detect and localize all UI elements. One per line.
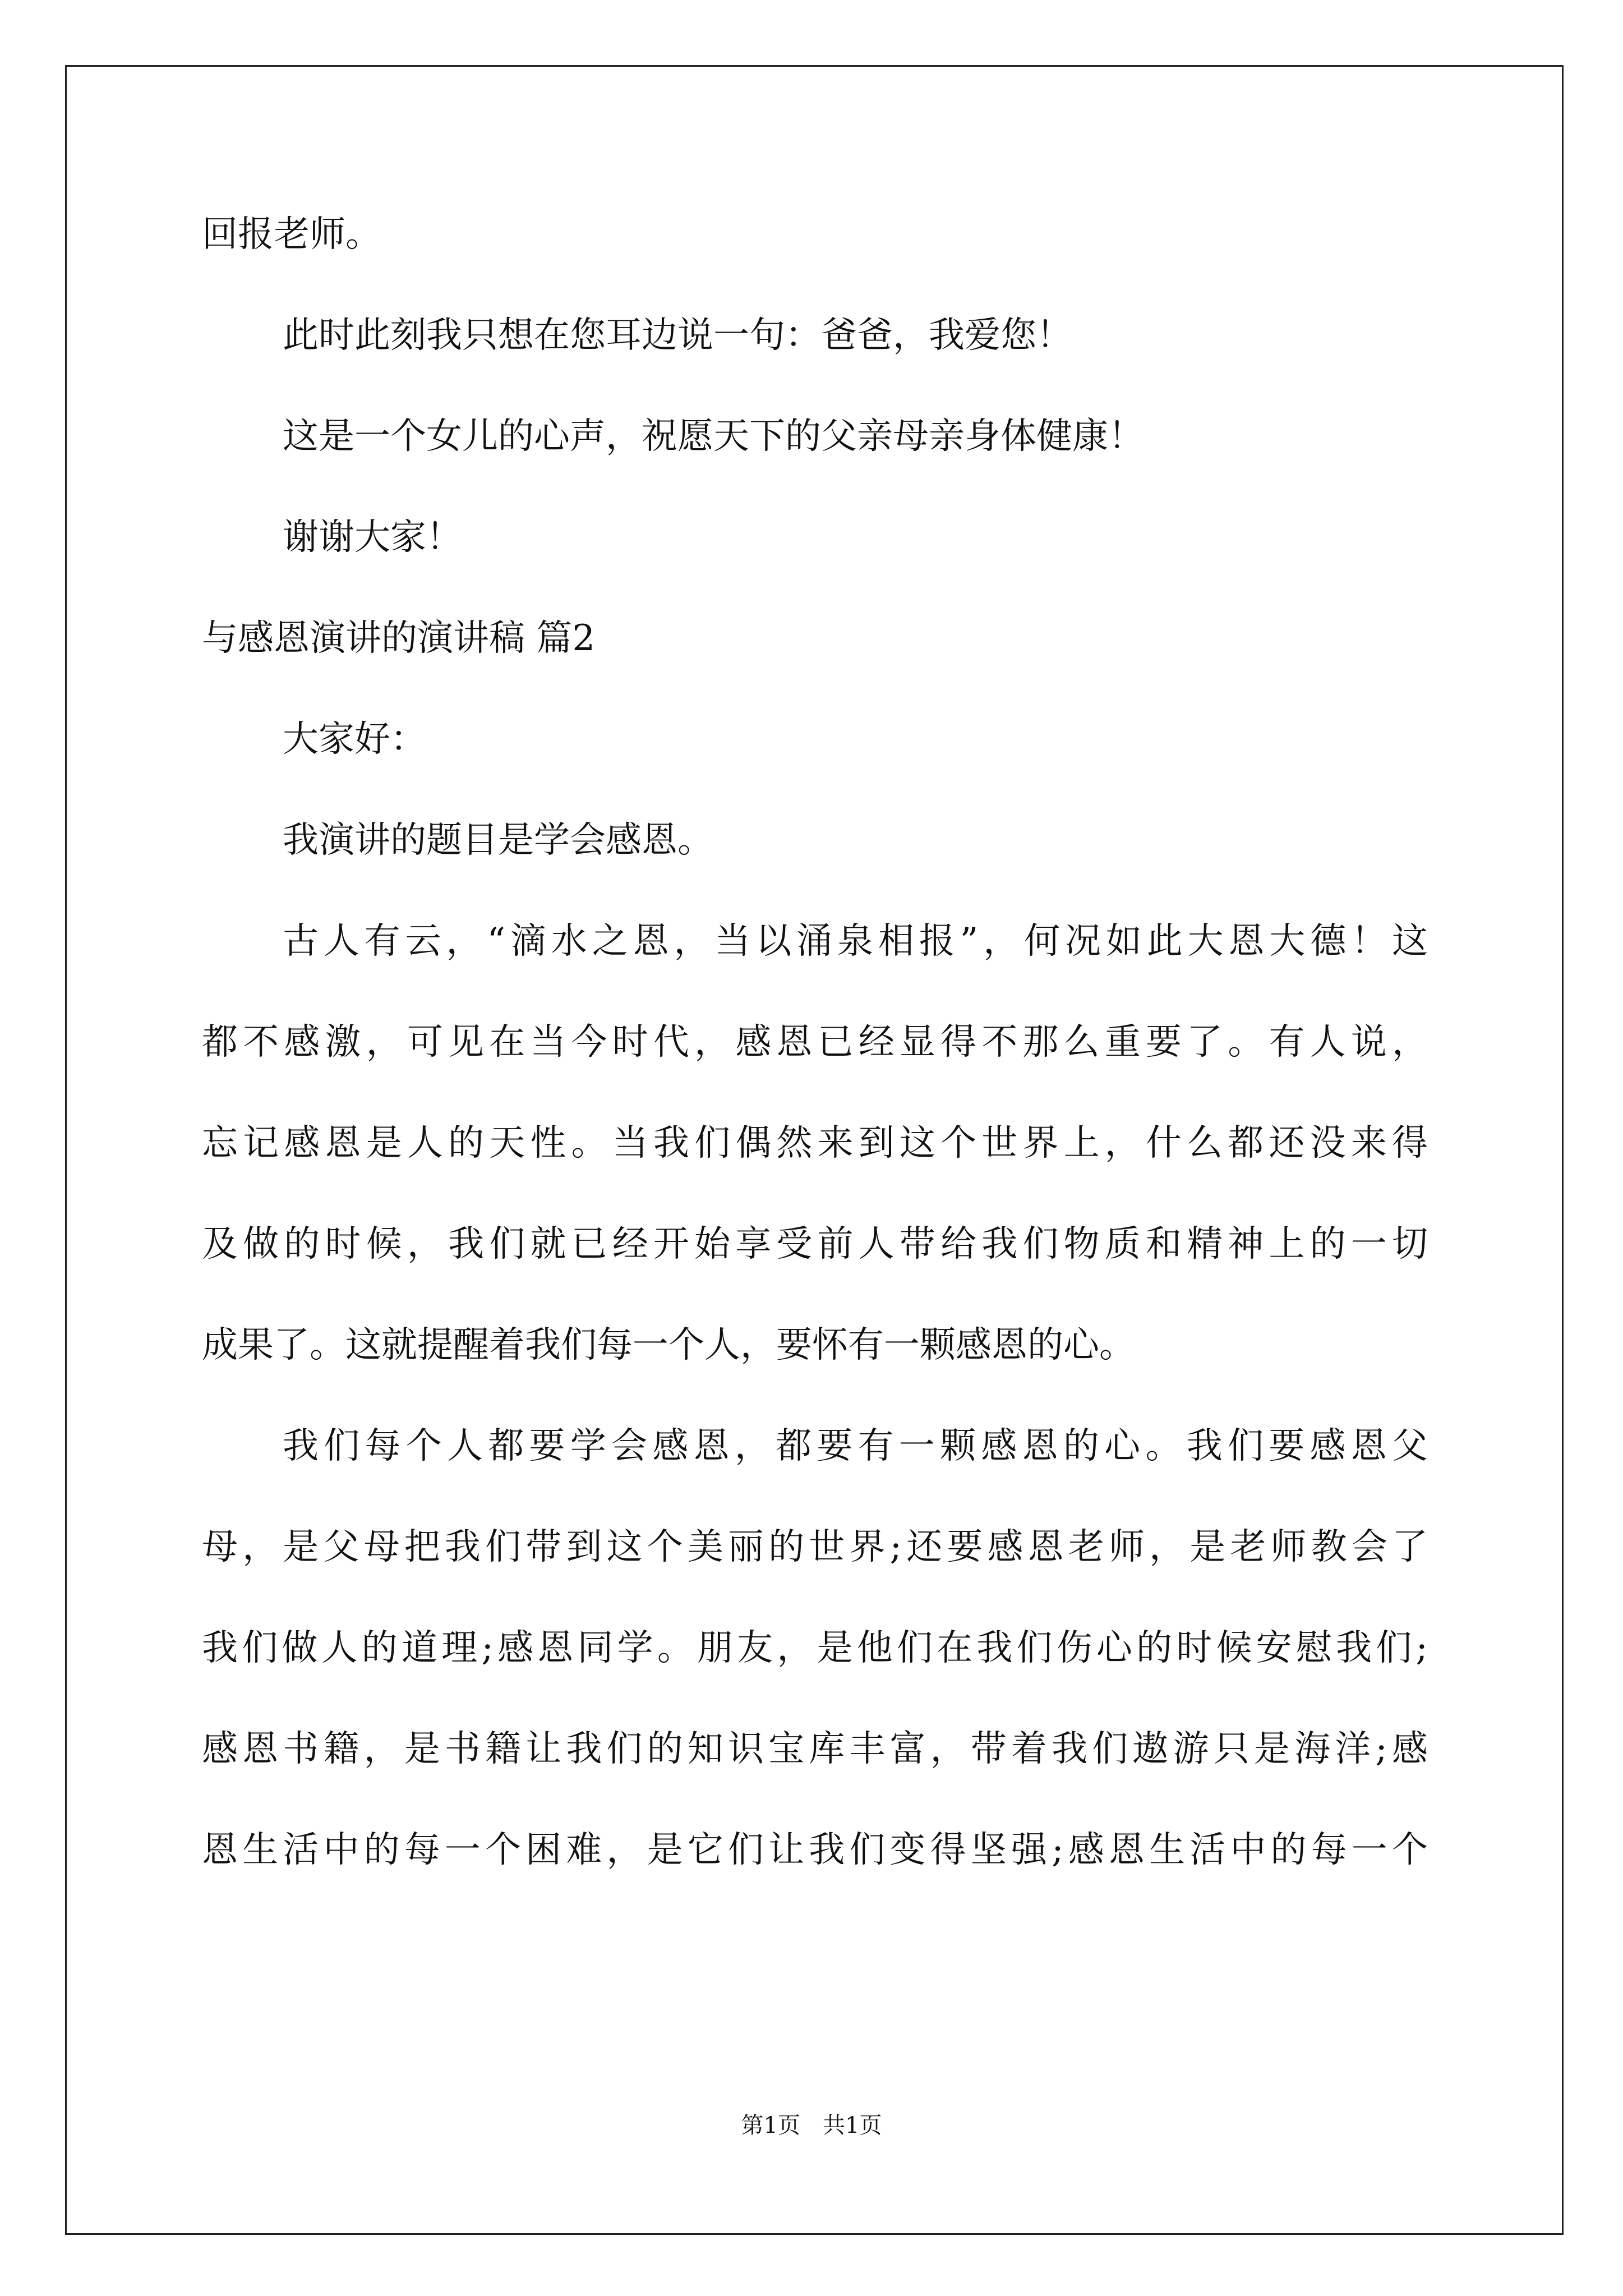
text-line: 及做的时候，我们就已经开始享受前人带给我们物质和精神上的一切 [202, 1223, 1428, 1265]
text-line: 古人有云，“滴水之恩，当以涌泉相报”，何况如此大恩大德！这 [283, 921, 1428, 962]
text-line: 我演讲的题目是学会感恩。 [283, 820, 713, 861]
text-line: 忘记感恩是人的天性。当我们偶然来到这个世界上，什么都还没来得 [202, 1122, 1428, 1164]
text-line: 我们每个人都要学会感恩，都要有一颗感恩的心。我们要感恩父 [283, 1425, 1428, 1467]
text-line: 与感恩演讲的演讲稿 篇2 [202, 618, 596, 659]
text-line: 母，是父母把我们带到这个美丽的世界;还要感恩老师，是老师教会了 [202, 1526, 1428, 1568]
text-line: 此时此刻我只想在您耳边说一句：爸爸，我爱您！ [283, 315, 1072, 356]
text-line: 恩生活中的每一个困难，是它们让我们变得坚强;感恩生活中的每一个 [202, 1829, 1428, 1871]
text-line: 都不感激，可见在当今时代，感恩已经显得不那么重要了。有人说， [202, 1022, 1428, 1063]
text-line: 大家好： [283, 719, 426, 760]
text-line: 谢谢大家！ [283, 517, 462, 558]
text-line: 这是一个女儿的心声，祝愿天下的父亲母亲身体健康！ [283, 416, 1144, 457]
text-line: 感恩书籍，是书籍让我们的知识宝库丰富，带着我们遨游只是海洋;感 [202, 1728, 1428, 1770]
page-footer: 第1页 共1页 [741, 2113, 882, 2138]
text-line: 回报老师。 [202, 214, 381, 255]
text-line: 成果了。这就提醒着我们每一个人，要怀有一颗感恩的心。 [202, 1324, 1135, 1366]
text-line: 我们做人的道理;感恩同学。朋友，是他们在我们伤心的时候安慰我们; [202, 1627, 1428, 1669]
